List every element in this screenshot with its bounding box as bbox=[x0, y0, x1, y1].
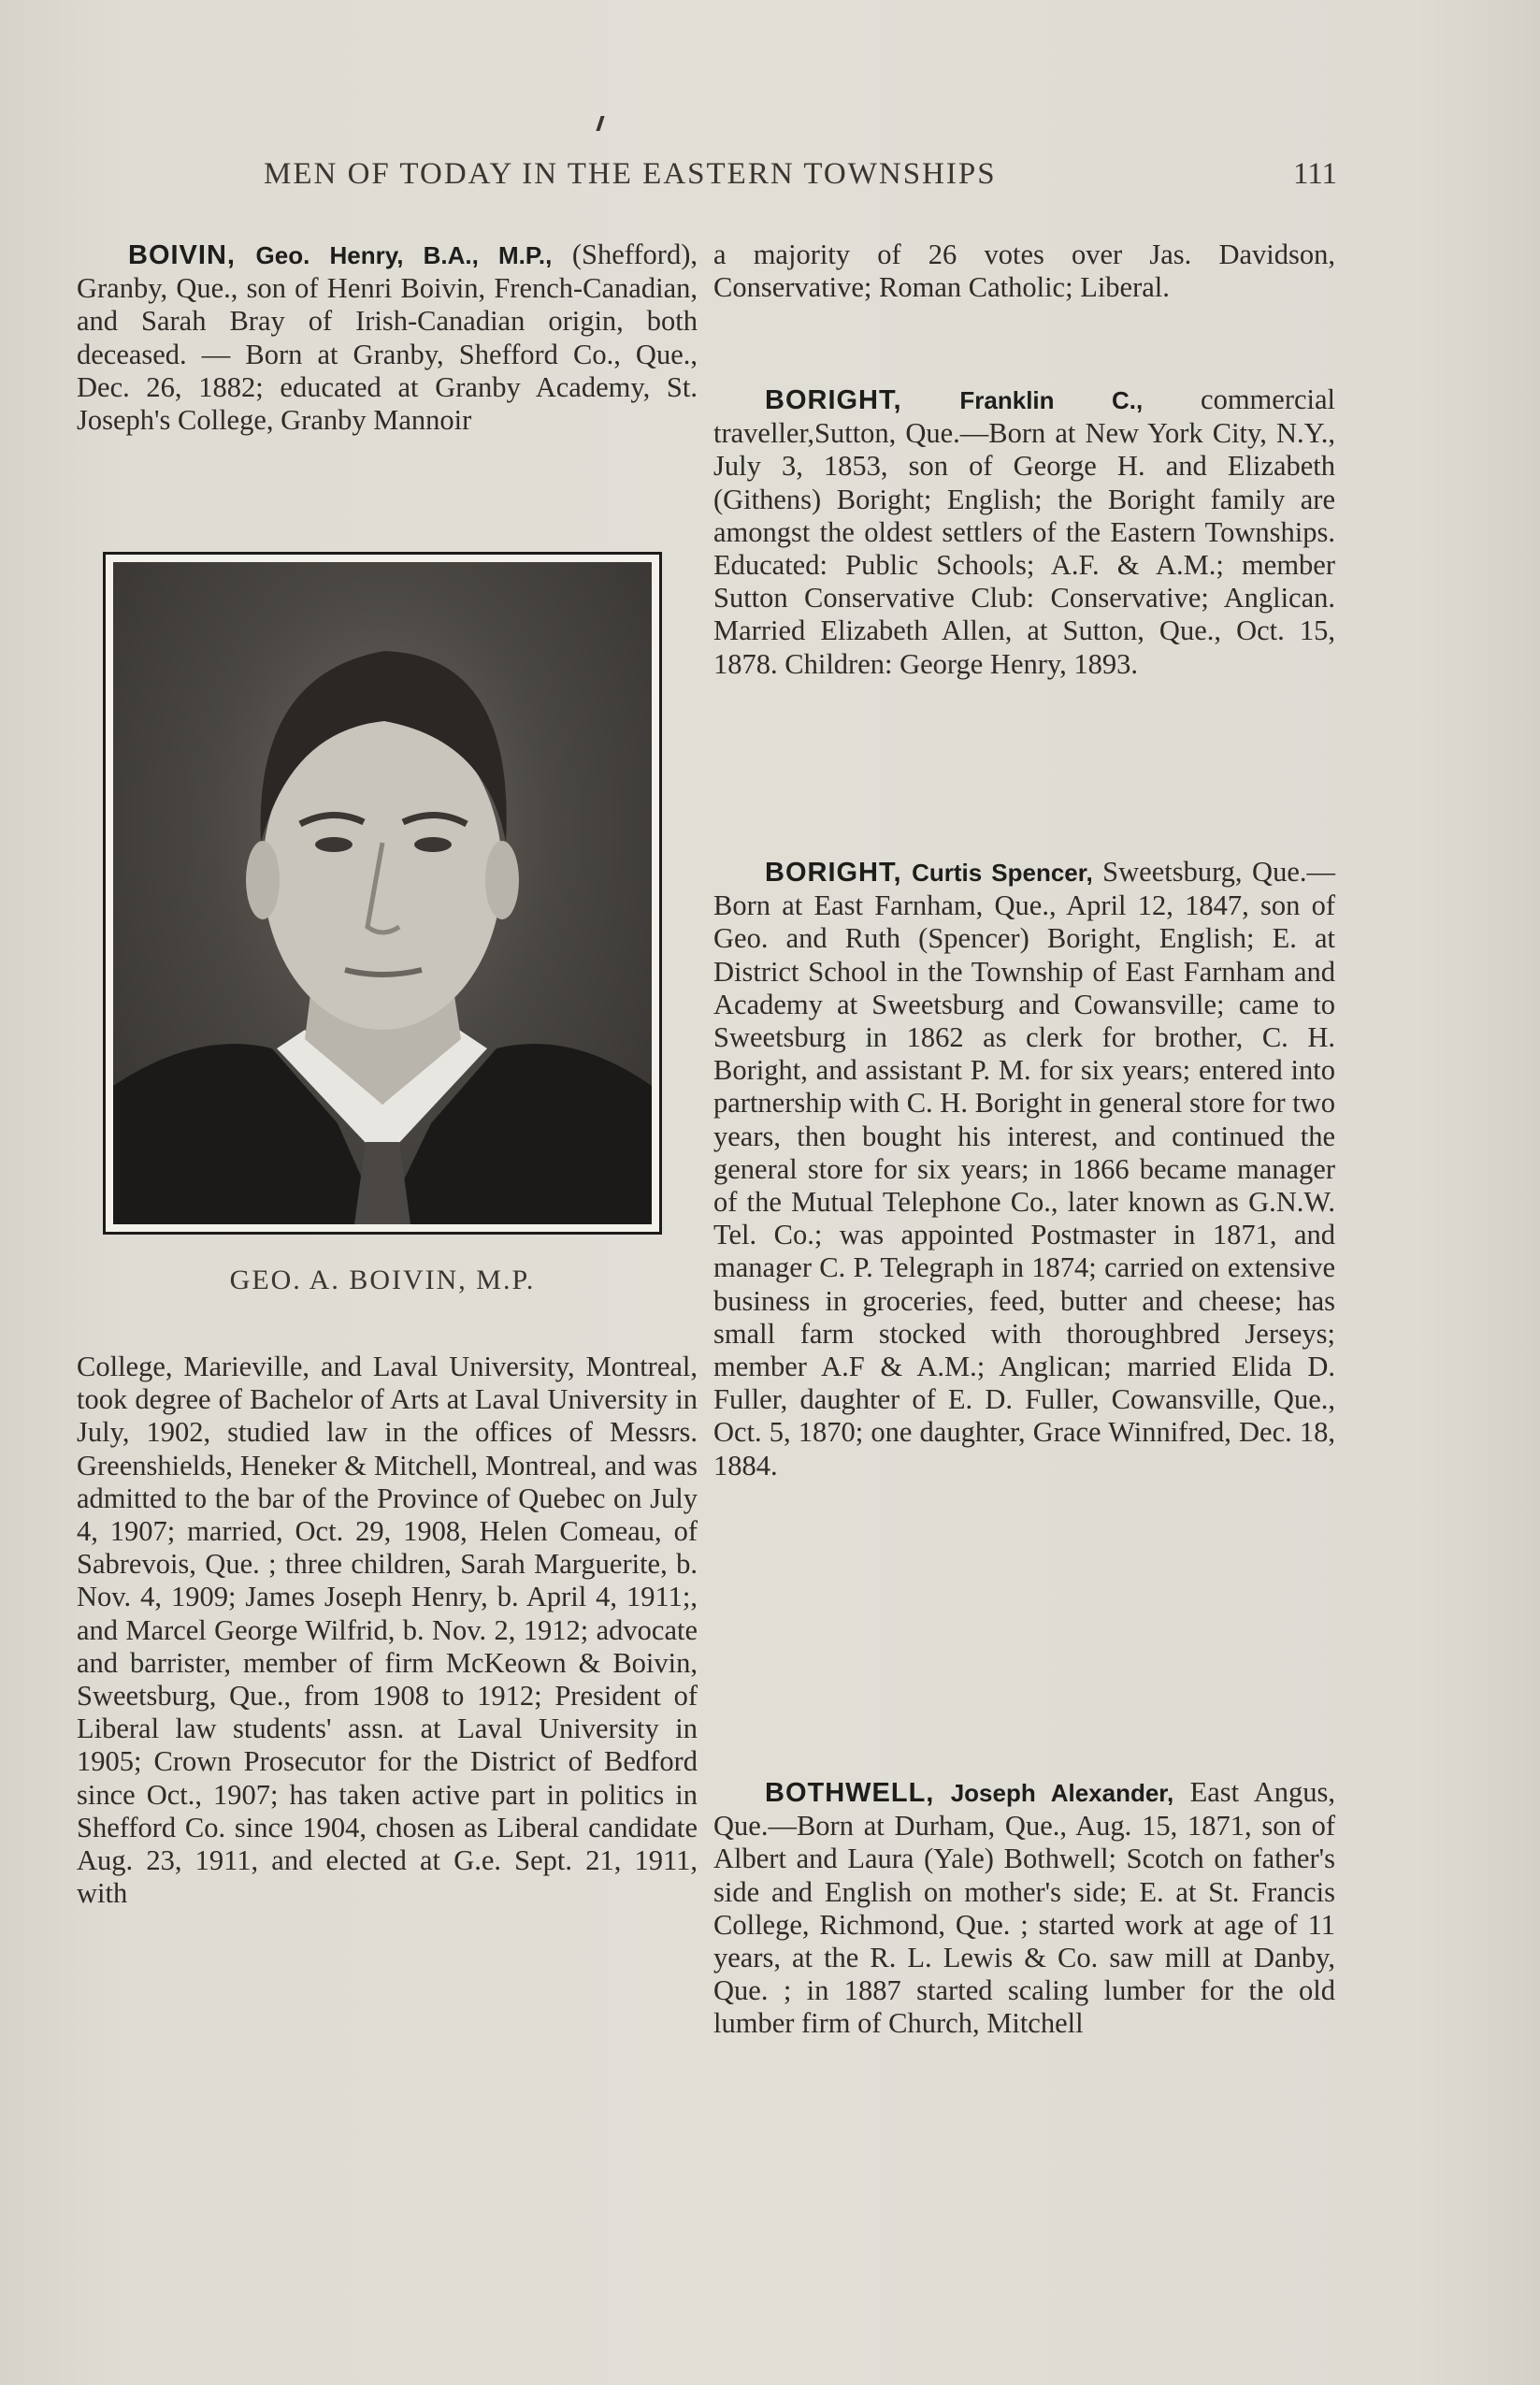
entry-surname: BORIGHT, bbox=[765, 385, 902, 415]
entry-given-name: Joseph Alexander, bbox=[950, 1779, 1174, 1807]
entry-text: commercial traveller,Sutton, Que.—Born at New York City, N.Y., July 3, 1853, son of George H. and Elizabeth (Githens) Boright; English; the Boright family are amongst the oldest settlers of the Eastern Townships. Educated: Public Schools; A.F. & A.M.; member Sutton Conservative Club: Conservative; Anglican. Married Elizabeth Allen, at Sutton, Que., Oct. 15, 1878. Children: George Henry, 1893. bbox=[713, 383, 1335, 680]
entry-boivin-part1 bbox=[77, 238, 698, 437]
entry-boivin-part2 bbox=[77, 1351, 698, 1910]
entry-boright-curtis bbox=[713, 856, 1335, 1482]
portrait-caption: GEO. A. BOIVIN, M.P. bbox=[229, 1265, 536, 1295]
portrait-illustration bbox=[113, 562, 652, 1224]
page-number: 111 bbox=[1292, 157, 1337, 191]
portrait-image bbox=[113, 562, 652, 1224]
entry-text: East Angus, Que.—Born at Durham, Que., Aug. 15, 1871, son of Albert and Laura (Yale) Bothwell; Scotch on father's side and English on mother's side; E. at St. Francis College, Richmond, Que. ; started work at age of 11 years, at the R. L. Lewis & Co. saw mill at Danby, Que. ; in 1887 started scaling lumber for the old lumber firm of Church, Mitchell bbox=[713, 1776, 1336, 2040]
portrait-photo bbox=[103, 552, 662, 1235]
entry-surname: BOIVIN, bbox=[128, 240, 236, 270]
entry-boivin-part3 bbox=[713, 238, 1335, 304]
entry-given-name: Geo. Henry, B.A., M.P., bbox=[255, 241, 553, 269]
entry-text: (Shefford), Granby, Que., son of Henri Boivin, French-Canadian, and Sarah Bray of Irish-Canadian origin, both deceased. — Born at Granby, Shefford Co., Que., Dec. 26, 1882; educated at Granby Academy, St. Joseph's College, Granby Mannoir bbox=[77, 238, 698, 437]
entry-given-name: Franklin C., bbox=[959, 386, 1144, 414]
entry-text: a majority of 26 votes over Jas. Davidson, Conservative; Roman Catholic; Liberal. bbox=[713, 238, 1335, 304]
entry-boright-franklin bbox=[713, 383, 1335, 681]
entry-bothwell bbox=[713, 1776, 1335, 2041]
running-header bbox=[264, 157, 1337, 198]
entry-surname: BOTHWELL, bbox=[765, 1778, 935, 1808]
entry-given-name: Curtis Spencer, bbox=[912, 859, 1093, 887]
printer-mark bbox=[596, 116, 604, 131]
entry-surname: BORIGHT, bbox=[765, 858, 902, 888]
running-title: MEN OF TODAY IN THE EASTERN TOWNSHIPS bbox=[264, 157, 997, 191]
entry-text: College, Marieville, and Laval University, Montreal, took degree of Bachelor of Arts at Laval University in July, 1902, studied law in the offices of Messrs. Greenshields, Heneker & Mitchell, Montreal, and was admitted to the bar of the Province of Quebec on July 4, 1907; married, Oct. 29, 1908, Helen Comeau, of Sabrevois, Que. ; three children, Sarah Marguerite, b. Nov. 4, 1909; James Joseph Henry, b. April 4, 1911;, and Marcel George Wilfrid, b. Nov. 2, 1912; advocate and barrister, member of firm McKeown & Boivin, Sweetsburg, Que., from 1908 to 1912; President of Liberal law students' assn. at Laval University in 1905; Crown Prosecutor for the District of Bedford since Oct., 1907; has taken active part in politics in Shefford Co. since 1904, chosen as Liberal candidate Aug. 23, 1911, and elected at G.e. Sept. 21, 1911, with bbox=[77, 1351, 698, 1910]
entry-text: Sweetsburg, Que.—Born at East Farnham, Que., April 12, 1847, son of Geo. and Ruth (Spencer) Boright, English; E. at District School in the Township of East Farnham and Academy at Sweetsburg and Cowansville; came to Sweetsburg in 1862 as clerk for brother, C. H. Boright, and assistant P. M. for six years; entered into partnership with C. H. Boright in general store for two years, then bought his interest, and continued the general store for six years; in 1866 became manager of the Mutual Telephone Co., later known as G.N.W. Tel. Co.; was appointed Postmaster in 1871, and manager C. P. Telegraph in 1874; carried on extensive business in groceries, feed, butter and cheese; has small farm stocked with thoroughbred Jerseys; member A.F & A.M.; Anglican; married Elida D. Fuller, daughter of E. D. Fuller, Cowansville, Que., Oct. 5, 1870; one daughter, Grace Winnifred, Dec. 18, 1884. bbox=[713, 856, 1335, 1482]
